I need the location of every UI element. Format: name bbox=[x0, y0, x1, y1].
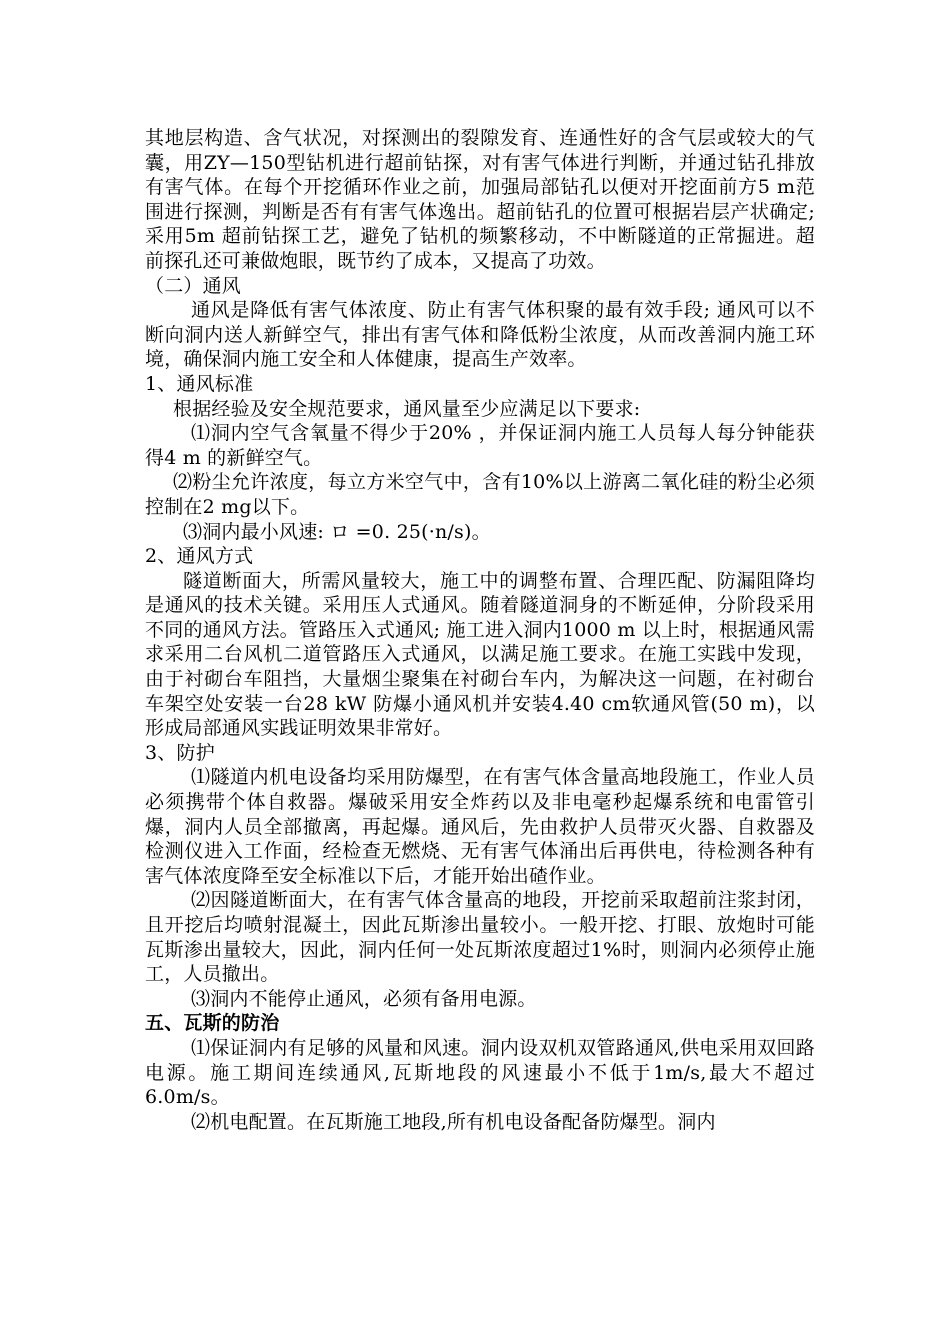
subheading-protection: 3、防护 bbox=[145, 741, 215, 764]
paragraph-advance-drilling: 其地层构造、含气状况，对探测出的裂隙发育、连通性好的含气层或较大的气囊，用ZY—150型钻机进行超前钻探，对有害气体进行判断，并通过钻孔排放有害气体。在每个开挖循环作业之前，加强局部钻孔以便对开挖面前方5 m范围进行探测，判断是否有有害气体逸出。超前钻孔的位置可根据岩层产状确定; 采用5m 超前钻探工艺，避免了钻机的频繁移动，不中断隧道的正常掘进。超前探孔还可兼做炮眼，既节约了成本，又提高了功效。 bbox=[145, 127, 815, 272]
paragraph-ventilation-method: 隧道断面大，所需风量较大，施工中的调整布置、合理匹配、防漏阻降均是通风的技术关键。采用压人式通风。随着隧道洞身的不断延伸，分阶段采用不同的通风方法。管路压入式通风; 施工进入洞内1000 m 以上时，根据通风需求采用二台风机二道管路压入式通风，以满足施工要求。在施工实践中发现，由于衬砌台车阻挡，大量烟尘聚集在衬砌台车内，为解决这一问题，在衬砌台车架空处安装一台28 kW 防爆小通风机并安装4.40 cm软通风管(50 m)，以形成局部通风实践证明效果非常好。 bbox=[145, 569, 815, 740]
list-item-oxygen: ⑴洞内空气含氧量不得少于20% ，并保证洞内施工人员每人每分钟能获得4 m 的新鲜空气。 bbox=[145, 422, 815, 469]
list-item-gas-1: ⑴保证洞内有足够的风量和风速。洞内设双机双管路通风,供电采用双回路电源。施工期间连续通风,瓦斯地段的风速最小不低于1m/s,最大不超过6.0m/s。 bbox=[145, 1036, 815, 1109]
list-item-protection-2: ⑵因隧道断面大，在有害气体含量高的地段，开挖前采取超前注浆封闭，且开挖后均喷射混凝土，因此瓦斯渗出量较小。一般开挖、打眼、放炮时可能瓦斯渗出量较大，因此，洞内任何一处瓦斯浓度超过1%时，则洞内必须停止施工，人员撤出。 bbox=[145, 889, 815, 986]
section-heading-gas-prevention: 五、瓦斯的防治 bbox=[145, 1012, 280, 1035]
section-heading-ventilation: （二）通风 bbox=[145, 274, 242, 297]
paragraph-ventilation-intro: 通风是降低有害气体浓度、防止有害气体积聚的最有效手段; 通风可以不断向洞内送人新鲜空气，排出有害气体和降低粉尘浓度，从而改善洞内施工环境，确保洞内施工安全和人体健康，提高生产效率。 bbox=[145, 299, 815, 371]
list-item-dust: ⑵粉尘允许浓度，每立方米空气中，含有10%以上游离二氧化硅的粉尘必须控制在2 mg以下。 bbox=[145, 471, 815, 518]
subheading-ventilation-method: 2、通风方式 bbox=[145, 545, 254, 568]
paragraph-standard-requirements: 根据经验及安全规范要求，通风量至少应满足以下要求: bbox=[173, 397, 641, 420]
list-item-protection-1: ⑴隧道内机电设备均采用防爆型，在有害气体含量高地段施工，作业人员必须携带个体自救器。爆破采用安全炸药以及非电毫秒起爆系统和电雷管引爆，洞内人员全部撤离，再起爆。通风后，先由救护人员带灭火器、自救器及检测仪进入工作面，经检查无燃烧、无有害气体涌出后再供电，待检测各种有害气体浓度降至安全标准以下后，才能开始出碴作业。 bbox=[145, 766, 815, 887]
list-item-gas-2: ⑵机电配置。在瓦斯施工地段,所有机电设备配备防爆型。洞内 bbox=[191, 1110, 716, 1133]
list-item-protection-3: ⑶洞内不能停止通风，必须有备用电源。 bbox=[191, 987, 537, 1010]
subheading-ventilation-standard: 1、通风标准 bbox=[145, 372, 254, 395]
document-body bbox=[145, 126, 815, 1134]
list-item-wind-speed: ⑶洞内最小风速: ロ =0. 25(·n/s)。 bbox=[183, 520, 491, 543]
